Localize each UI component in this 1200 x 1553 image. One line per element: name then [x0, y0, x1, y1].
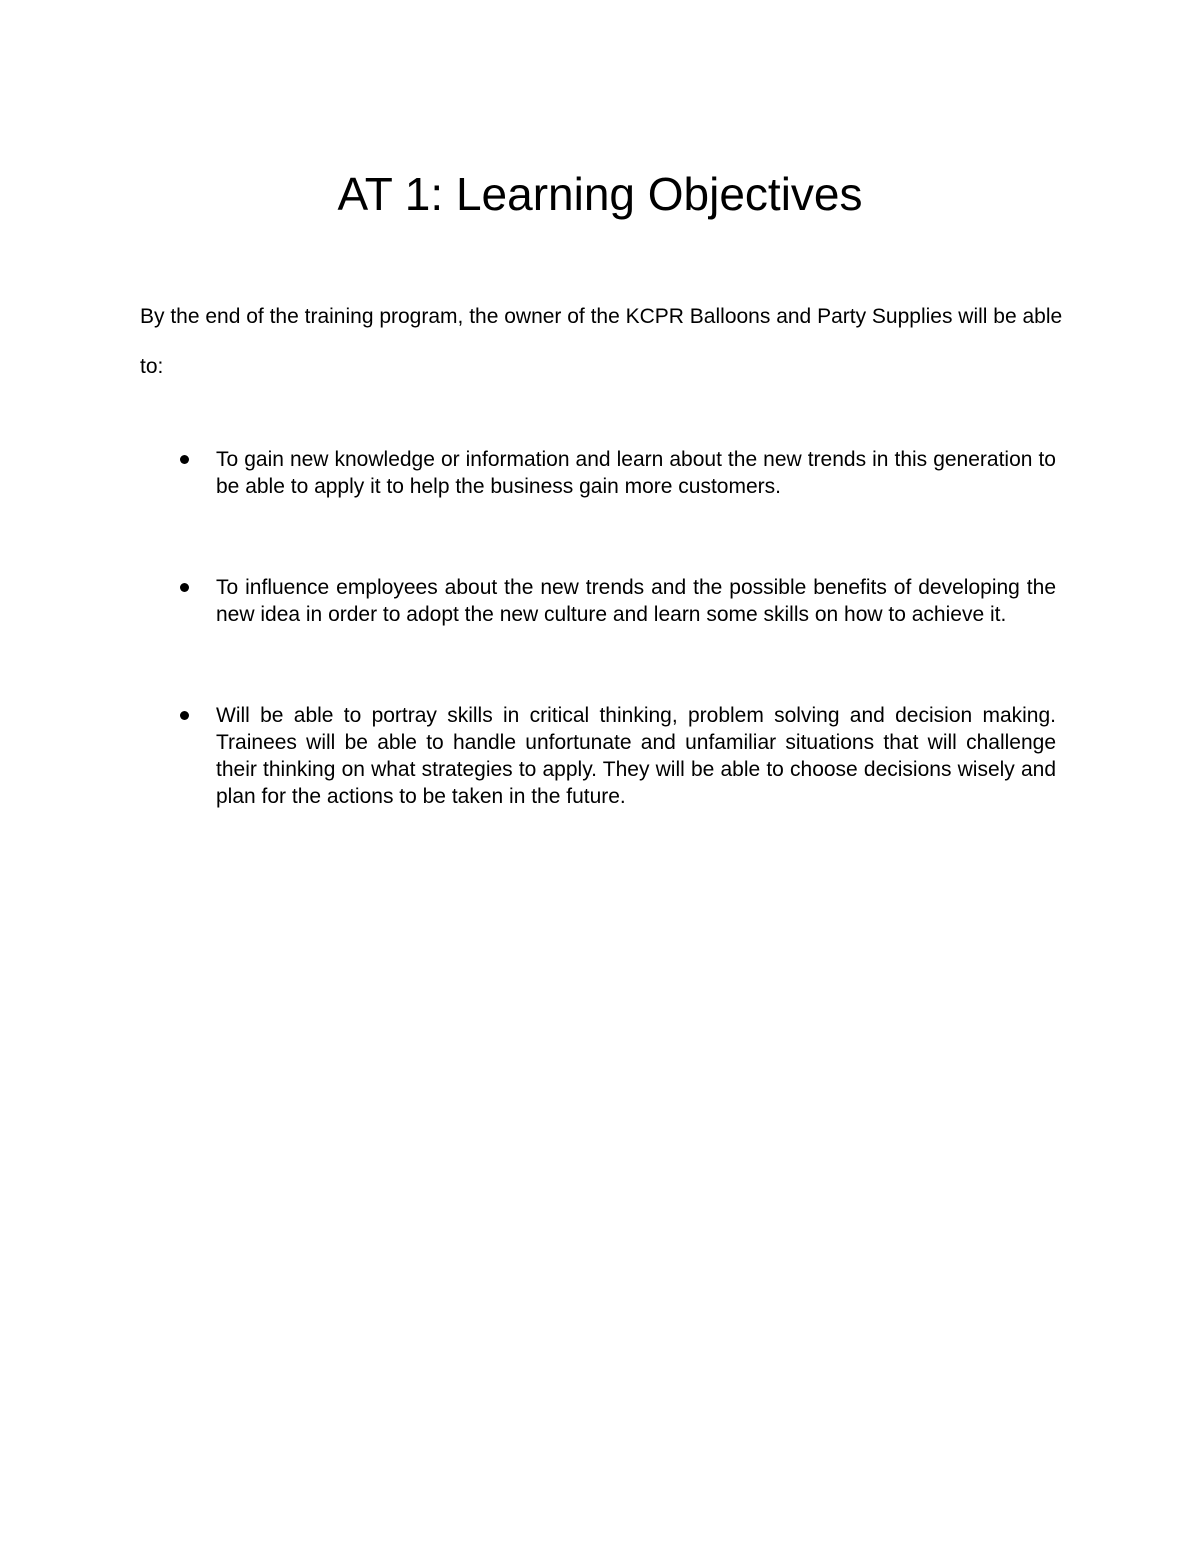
objective-text: To influence employees about the new trends and the possible benefits of developing the new idea in order to adopt the new culture and learn some skills on how to achieve it. [216, 576, 1056, 626]
objective-text: Will be able to portray skills in critical thinking, problem solving and decision making. Trainees will be able to handle unfortunate and unfamiliar situations that will challenge their thinking on what strategies to apply. They will be able to choose decisions wisely and plan for the actions to be taken in the future. [216, 704, 1056, 808]
list-item [140, 446, 1056, 500]
bullet-icon [180, 711, 189, 720]
list-item [140, 574, 1056, 628]
list-item [140, 702, 1056, 810]
bullet-icon [180, 583, 189, 592]
intro-paragraph: By the end of the training program, the owner of the KCPR Balloons and Party Supplies will be able to: [140, 305, 1063, 378]
objectives-list [140, 446, 1056, 810]
bullet-icon [180, 455, 189, 464]
objective-text: To gain new knowledge or information and learn about the new trends in this generation to be able to apply it to help the business gain more customers. [216, 448, 1056, 498]
page-title: AT 1: Learning Objectives [337, 168, 863, 220]
